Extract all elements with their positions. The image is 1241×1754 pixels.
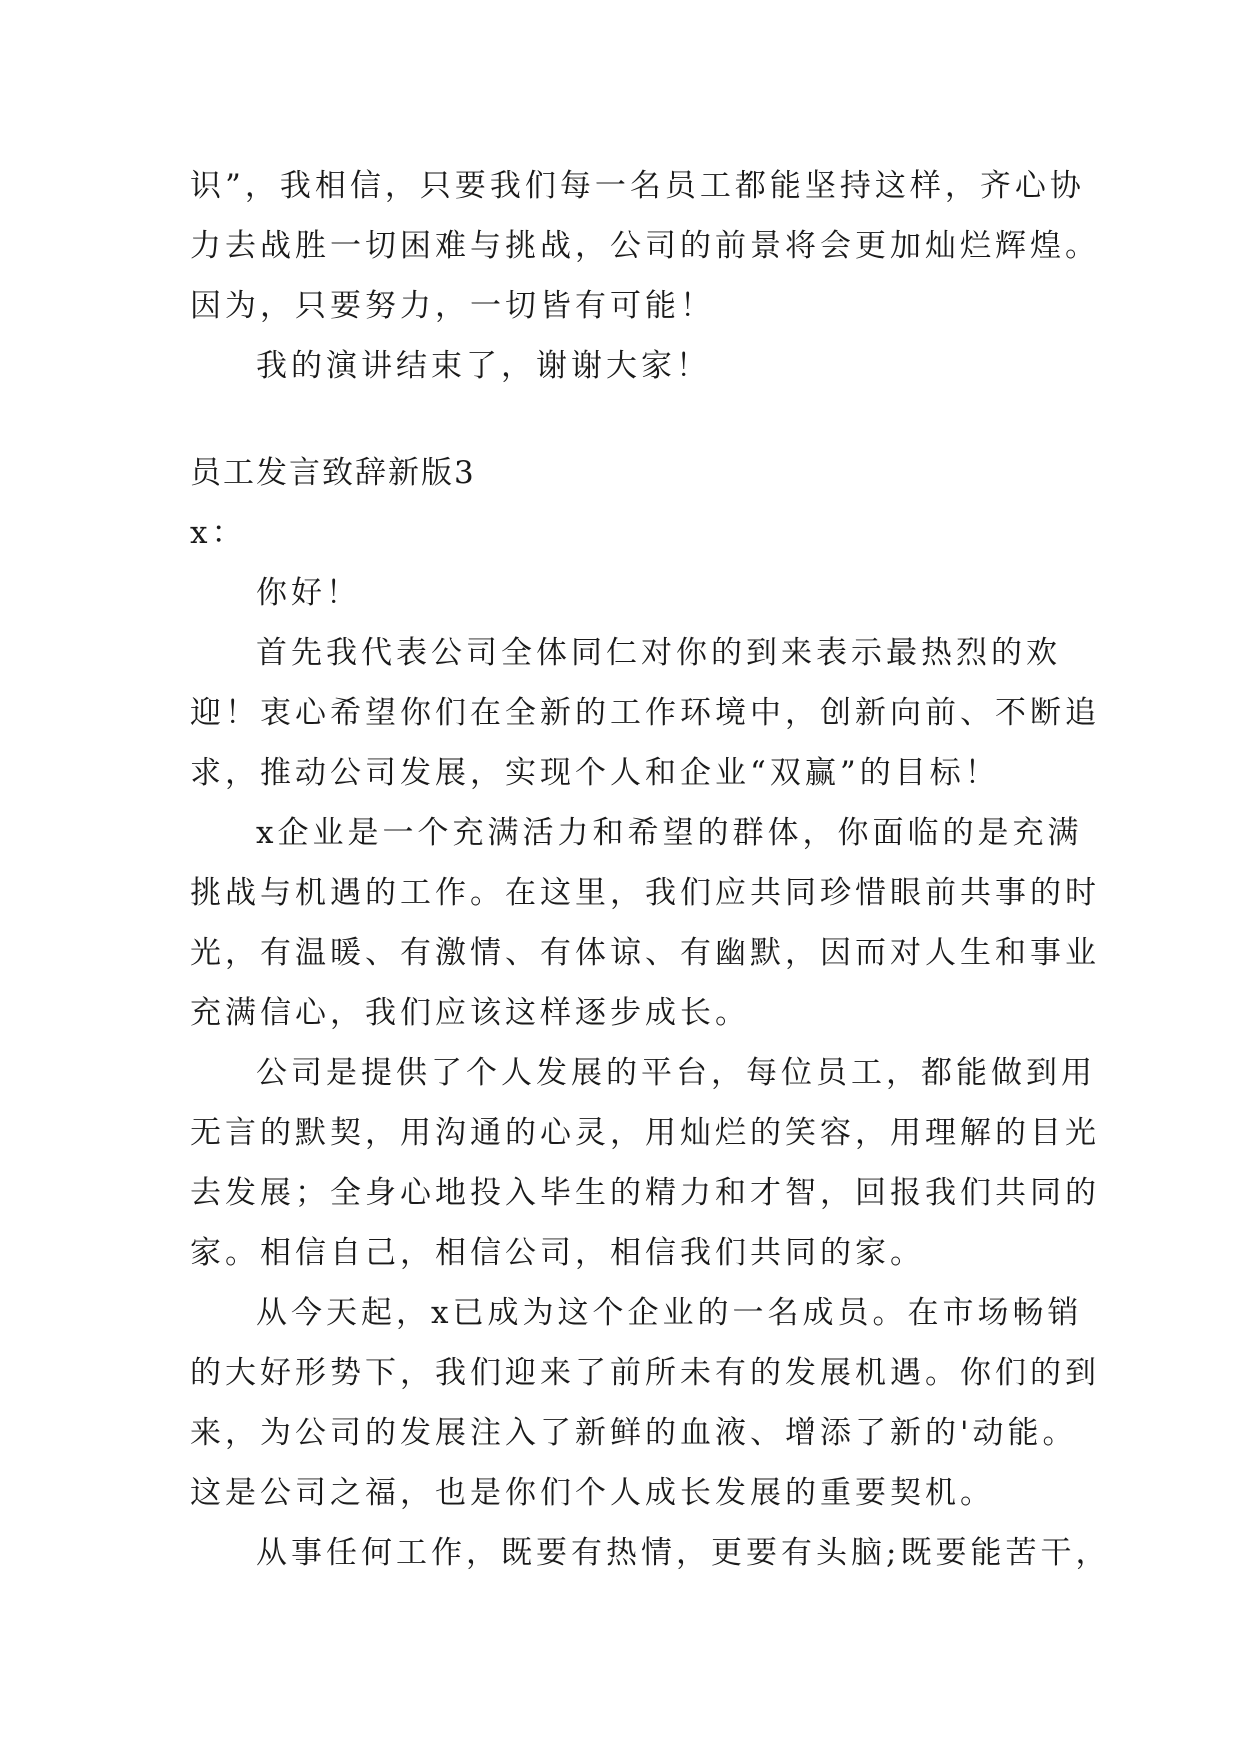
paragraph-line: 迎！衷心希望你们在全新的工作环境中，创新向前、不断追 bbox=[190, 695, 1100, 731]
paragraph-line: 的大好形势下，我们迎来了前所未有的发展机遇。你们的到 bbox=[190, 1355, 1100, 1391]
paragraph-line: 公司是提供了个人发展的平台，每位员工，都能做到用 bbox=[256, 1055, 1096, 1091]
paragraph-line: x企业是一个充满活力和希望的群体，你面临的是充满 bbox=[256, 815, 1083, 851]
text-line: 识”，我相信，只要我们每一名员工都能坚持这样，齐心协 bbox=[190, 168, 1085, 204]
paragraph-line: 来，为公司的发展注入了新鲜的血液、增添了新的'动能。 bbox=[190, 1415, 1078, 1451]
text-line: 力去战胜一切困难与挑战，公司的前景将会更加灿烂辉煌。 bbox=[190, 228, 1100, 264]
paragraph-line: 无言的默契，用沟通的心灵，用灿烂的笑容，用理解的目光 bbox=[190, 1115, 1100, 1151]
closing-line: 我的演讲结束了，谢谢大家！ bbox=[256, 348, 711, 384]
paragraph-line: 从今天起，x已成为这个企业的一名成员。在市场畅销 bbox=[256, 1295, 1083, 1331]
paragraph-line: 这是公司之福，也是你们个人成长发展的重要契机。 bbox=[190, 1475, 995, 1511]
section-title: 员工发言致辞新版3 bbox=[190, 455, 476, 491]
paragraph-line: 求，推动公司发展，实现个人和企业“双赢”的目标！ bbox=[190, 755, 1000, 791]
paragraph-line: 去发展；全身心地投入毕生的精力和才智，回报我们共同的 bbox=[190, 1175, 1100, 1211]
paragraph-line: 从事任何工作，既要有热情，更要有头脑;既要能苦干， bbox=[256, 1535, 1111, 1571]
paragraph-line: 挑战与机遇的工作。在这里，我们应共同珍惜眼前共事的时 bbox=[190, 875, 1100, 911]
paragraph-line: 家。相信自己，相信公司，相信我们共同的家。 bbox=[190, 1235, 925, 1271]
paragraph-line: 充满信心，我们应该这样逐步成长。 bbox=[190, 995, 750, 1031]
salutation: x： bbox=[190, 515, 247, 551]
text-line: 因为，只要努力，一切皆有可能！ bbox=[190, 288, 715, 324]
paragraph-line: 首先我代表公司全体同仁对你的到来表示最热烈的欢 bbox=[256, 635, 1061, 671]
paragraph-line: 光，有温暖、有激情、有体谅、有幽默，因而对人生和事业 bbox=[190, 935, 1100, 971]
greeting: 你好！ bbox=[256, 575, 361, 611]
